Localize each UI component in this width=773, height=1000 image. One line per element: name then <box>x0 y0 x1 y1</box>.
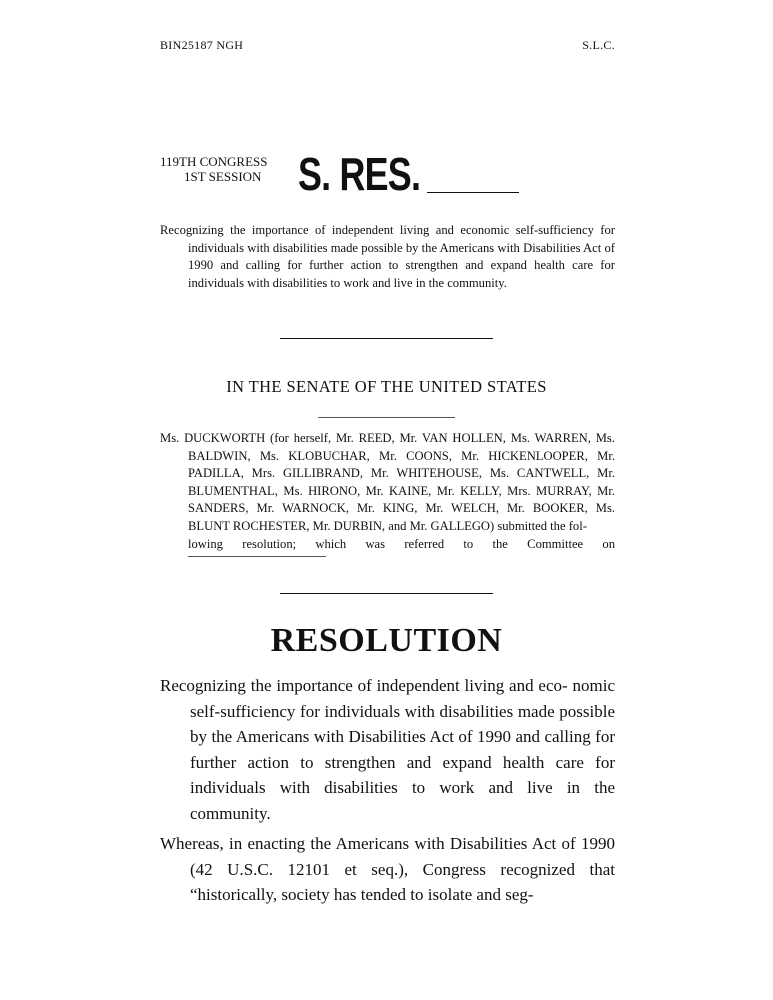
divider-senate <box>318 417 455 418</box>
whereas-clause: Whereas, in enacting the Americans with Disabilities Act of 1990 (42 U.S.C. 12101 et seq.), Congress recognized that “historically, society has tended to isolate and seg- <box>160 834 615 905</box>
divider-top <box>280 338 493 339</box>
sponsors-text: Ms. DUCKWORTH (for herself, Mr. REED, Mr. VAN HOLLEN, Ms. WARREN, Ms. BALDWIN, Ms. KLOBUCHAR, Mr. COONS, Mr. HICKENLOOPER, Mr. PADILLA, Mrs. GILLIBRAND, Mr. WHITEHOUSE, Ms. CANTWELL, Mr. BLUMENTHAL, Ms. HIRONO, Mr. KAINE, Mr. KELLY, Mrs. MURRAY, Mr. SANDERS, Mr. WARNOCK, Mr. KING, Mr. WELCH, Mr. BOOKER, Ms. BLUNT ROCHESTER, Mr. DURBIN, and Mr. GALLEGO) submitted the fol- <box>160 431 615 533</box>
document-id: BIN25187 NGH <box>160 38 244 52</box>
congress-session-block <box>160 154 268 184</box>
sponsors-paragraph <box>160 430 615 553</box>
committee-blank <box>188 556 326 557</box>
session-number: 1ST SESSION <box>184 169 262 184</box>
chamber-heading: IN THE SENATE OF THE UNITED STATES <box>226 377 547 396</box>
congress-number: 119TH CONGRESS <box>160 154 268 169</box>
long-title: Recognizing the importance of independent living and eco- nomic self-sufficiency for individuals with disabilities made possible by the Americans with Disabilities Act of 1990 and calling for further action to strengthen and expand health care for individuals with disabilities to work and live in the community. <box>160 676 615 823</box>
bill-number-blank <box>427 192 519 193</box>
bill-designation: S. RES. <box>298 148 421 200</box>
resolution-heading: RESOLUTION <box>270 622 503 659</box>
sponsors-last-line: lowing resolution; which was referred to the Committee on <box>188 536 615 551</box>
office-code: S.L.C. <box>582 38 615 52</box>
divider-bottom <box>280 593 493 594</box>
short-title: Recognizing the importance of independent living and economic self-sufficiency for individuals with disabilities made possible by the Americans with Disabilities Act of 1990 and calling for further action to strengthen and expand health care for individuals with disabilities to work and live in the community. <box>160 223 615 290</box>
